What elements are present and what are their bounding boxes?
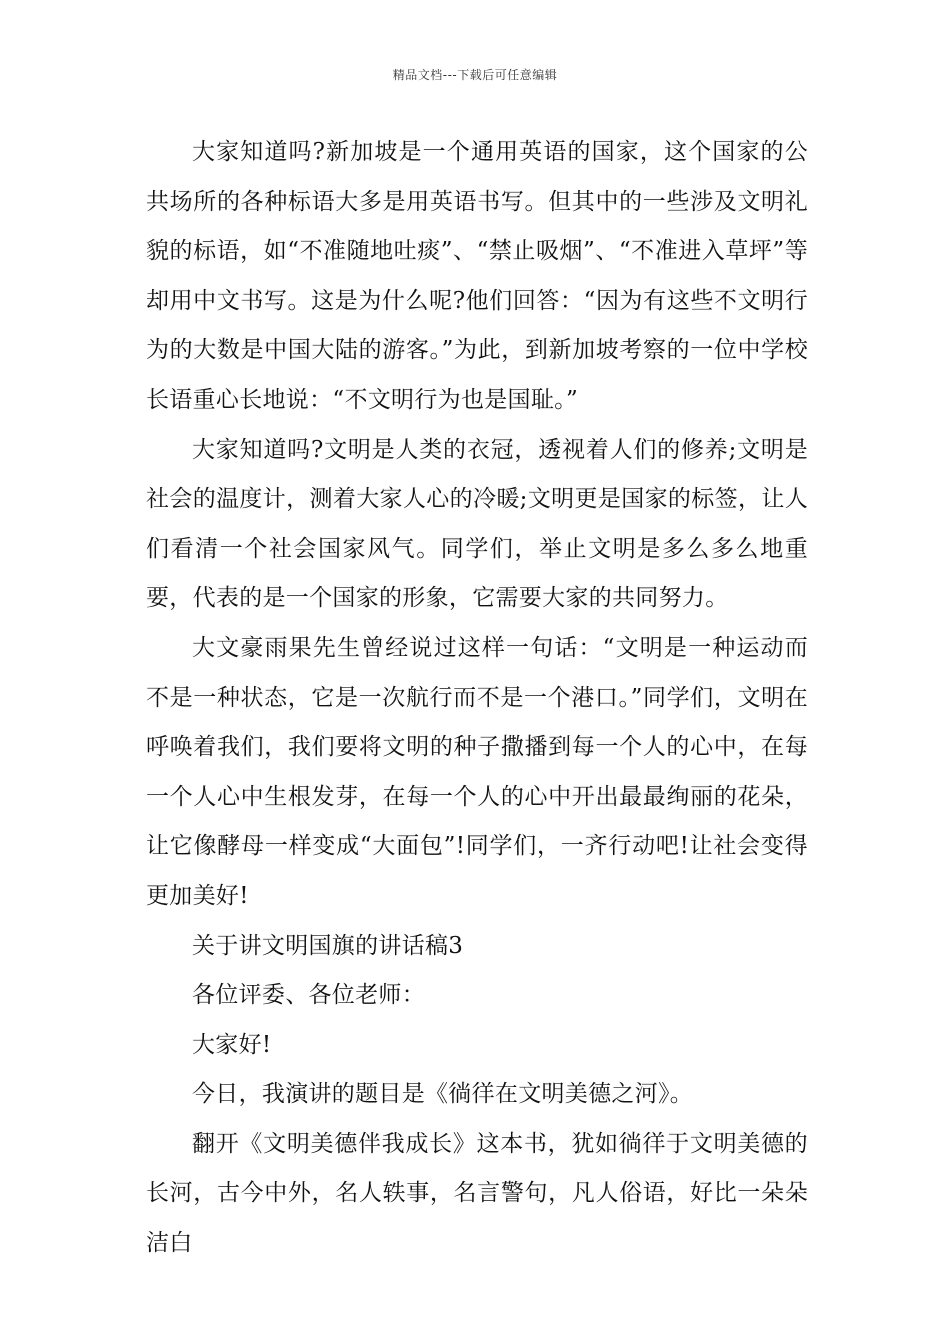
document-body <box>146 128 808 1269</box>
salutation: 各位评委、各位老师： <box>192 982 425 1009</box>
section-title: 关于讲文明国旗的讲话稿3 <box>192 932 464 959</box>
page-header: 精品文档---下载后可任意编辑 <box>392 68 558 82</box>
speech-topic: 今日，我演讲的题目是《徜徉在文明美德之河》。 <box>192 1081 694 1108</box>
paragraph-book-intro: 翻开《文明美德伴我成长》这本书，犹如徜徉于文明美德的长河，古今中外，名人轶事，名言警句，凡人俗语，好比一朵朵洁白 <box>146 1130 808 1257</box>
greeting: 大家好! <box>192 1031 272 1058</box>
paragraph-civilization-meaning: 大家知道吗?文明是人类的衣冠，透视着人们的修养;文明是社会的温度计，测着大家人心的冷暖;文明更是国家的标签，让人们看清一个社会国家风气。同学们，举止文明是多么多么地重要，代表的是一个国家的形象，它需要大家的共同努力。 <box>146 436 808 612</box>
paragraph-hugo-quote: 大文豪雨果先生曾经说过这样一句话：“文明是一种运动而不是一种状态，它是一次航行而不是一个港口。”同学们，文明在呼唤着我们，我们要将文明的种子撒播到每一个人的心中，在每一个人心中生根发芽，在每一个人的心中开出最最绚丽的花朵，让它像酵母一样变成“大面包”!同学们，一齐行动吧!让社会变得更加美好! <box>146 634 808 909</box>
paragraph-singapore-slogans: 大家知道吗?新加坡是一个通用英语的国家，这个国家的公共场所的各种标语大多是用英语书写。但其中的一些涉及文明礼貌的标语，如“不准随地吐痰”、“禁止吸烟”、“不准进入草坪”等却用中文书写。这是为什么呢?他们回答：“因为有这些不文明行为的大数是中国大陆的游客。”为此，到新加坡考察的一位中学校长语重心长地说：“不文明行为也是国耻。” <box>146 139 808 413</box>
